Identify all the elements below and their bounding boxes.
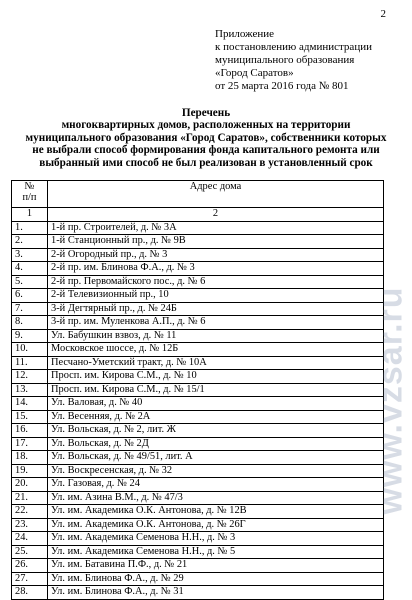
table-row: [12, 235, 384, 249]
row-number: 26.: [12, 559, 48, 573]
column-number-row: [12, 208, 384, 222]
header-number-line: п/п: [22, 192, 37, 203]
table-row: [12, 262, 384, 276]
row-address: 2-й пр. Первомайского пос., д. № 6: [48, 275, 384, 289]
table-row: [12, 343, 384, 357]
row-number: 15.: [12, 410, 48, 424]
row-address: Просп. им. Кирова С.М., д. № 15/1: [48, 383, 384, 397]
row-number: 11.: [12, 356, 48, 370]
row-address: Ул. им. Блинова Ф.А., д. № 31: [48, 586, 384, 600]
table-row: [12, 478, 384, 492]
page-number: 2: [380, 8, 386, 20]
watermark-text: www.vzsar.ru: [371, 285, 410, 515]
header-number: [12, 181, 48, 208]
row-number: 10.: [12, 343, 48, 357]
table-row: [12, 518, 384, 532]
watermark: [371, 205, 410, 595]
table-row: [12, 221, 384, 235]
table-row: [12, 289, 384, 303]
row-number: 5.: [12, 275, 48, 289]
table-row: [12, 545, 384, 559]
row-address: Ул. им. Блинова Ф.А., д. № 29: [48, 572, 384, 586]
table-row: [12, 356, 384, 370]
table-row: [12, 410, 384, 424]
table-row: [12, 383, 384, 397]
table-row: [12, 491, 384, 505]
table-row: [12, 275, 384, 289]
row-address: 2-й пр. им. Блинова Ф.А., д. № 3: [48, 262, 384, 276]
row-number: 27.: [12, 572, 48, 586]
row-address: Ул. Вольская, д. № 2Д: [48, 437, 384, 451]
row-address: Ул. Газовая, д. № 24: [48, 478, 384, 492]
title-line: Перечень: [181, 107, 231, 119]
row-address: 3-й пр. им. Муленкова А.П., д. № 6: [48, 316, 384, 330]
table-row: [12, 302, 384, 316]
appendix-line: Приложение: [215, 28, 275, 40]
row-number: 16.: [12, 424, 48, 438]
appendix-line: муниципального образования: [215, 54, 355, 66]
row-number: 28.: [12, 586, 48, 600]
row-address: 2-й Телевизионный пр., 10: [48, 289, 384, 303]
houses-table: [11, 180, 384, 600]
row-number: 18.: [12, 451, 48, 465]
row-address: Ул. Валовая, д. № 40: [48, 397, 384, 411]
title-line: не выбрали способ формирования фонда капитального ремонта или: [32, 144, 380, 157]
appendix-line: «Город Саратов»: [215, 67, 294, 79]
row-address: 2-й Огородный пр., д. № 3: [48, 248, 384, 262]
row-number: 22.: [12, 505, 48, 519]
row-address: Ул. Весенняя, д. № 2А: [48, 410, 384, 424]
row-number: 9.: [12, 329, 48, 343]
table-row: [12, 370, 384, 384]
row-address: 1-й Станционный пр., д. № 9В: [48, 235, 384, 249]
row-number: 4.: [12, 262, 48, 276]
row-number: 7.: [12, 302, 48, 316]
row-address: Ул. Воскресенская, д. № 32: [48, 464, 384, 478]
row-address: Ул. им. Академика О.К. Антонова, д. № 12В: [48, 505, 384, 519]
header-number-line: №: [24, 181, 35, 192]
row-number: 25.: [12, 545, 48, 559]
table-header-row: [12, 181, 384, 208]
row-number: 21.: [12, 491, 48, 505]
table-row: [12, 397, 384, 411]
appendix-line: от 25 марта 2016 года № 801: [215, 80, 349, 92]
table-row: [12, 586, 384, 600]
row-address: Ул. Вольская, д. № 49/51, лит. А: [48, 451, 384, 465]
row-address: Ул. им. Азина В.М., д. № 47/3: [48, 491, 384, 505]
table-row: [12, 532, 384, 546]
table-row: [12, 559, 384, 573]
appendix-block: [215, 28, 372, 93]
row-address: Ул. Вольская, д. № 2, лит. Ж: [48, 424, 384, 438]
document-title: [0, 107, 412, 169]
row-number: 3.: [12, 248, 48, 262]
title-line: муниципального образования «Город Саратов», собственники которых: [25, 131, 387, 144]
row-address: Песчано-Уметский тракт, д. № 10А: [48, 356, 384, 370]
row-address: Ул. им. Академика Семенова Н.Н., д. № 3: [48, 532, 384, 546]
column-number: 2: [48, 208, 384, 222]
row-address: Просп. им. Кирова С.М., д. № 10: [48, 370, 384, 384]
row-number: 19.: [12, 464, 48, 478]
row-number: 13.: [12, 383, 48, 397]
row-address: 3-й Дегтярный пр., д. № 24Б: [48, 302, 384, 316]
table-row: [12, 464, 384, 478]
table-row: [12, 424, 384, 438]
row-number: 8.: [12, 316, 48, 330]
table-row: [12, 451, 384, 465]
row-address: Ул. им. Батавина П.Ф., д. № 21: [48, 559, 384, 573]
title-line: многоквартирных домов, расположенных на территории: [61, 119, 351, 132]
row-address: Московское шоссе, д. № 12Б: [48, 343, 384, 357]
table-row: [12, 505, 384, 519]
row-number: 24.: [12, 532, 48, 546]
row-address: Ул. им. Академика О.К. Антонова, д. № 26Г: [48, 518, 384, 532]
row-number: 23.: [12, 518, 48, 532]
table-row: [12, 437, 384, 451]
header-address: Адрес дома: [48, 181, 384, 208]
row-number: 1.: [12, 221, 48, 235]
title-line: выбранный ими способ не был реализован в установленный срок: [39, 156, 373, 169]
row-address: Ул. Бабушкин взвоз, д. № 11: [48, 329, 384, 343]
table-row: [12, 572, 384, 586]
table-row: [12, 329, 384, 343]
row-number: 12.: [12, 370, 48, 384]
table-row: [12, 316, 384, 330]
row-address: Ул. им. Академика Семенова Н.Н., д. № 5: [48, 545, 384, 559]
row-number: 20.: [12, 478, 48, 492]
table-row: [12, 248, 384, 262]
row-address: 1-й пр. Строителей, д. № 3А: [48, 221, 384, 235]
appendix-line: к постановлению администрации: [215, 41, 372, 53]
row-number: 6.: [12, 289, 48, 303]
row-number: 17.: [12, 437, 48, 451]
row-number: 2.: [12, 235, 48, 249]
row-number: 14.: [12, 397, 48, 411]
column-number: 1: [12, 208, 48, 222]
